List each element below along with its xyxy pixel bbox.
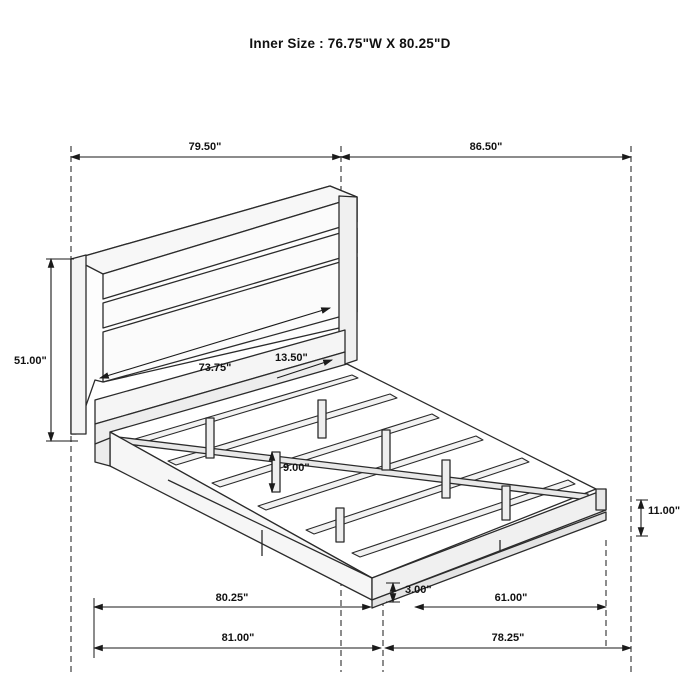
dimension-label-right-height: 11.00" [648,505,681,517]
dimension-label-left-height: 51.00" [14,355,47,367]
dimension-label-bottom-inner-right: 61.00" [494,592,528,604]
dimension-label-bottom-inner-left: 80.25" [215,592,249,604]
dimension-label-bottom-outer-left: 81.00" [221,632,255,644]
bed-illustration [71,186,606,608]
dimension-label-top-left: 79.50" [188,141,222,153]
page-title: Inner Size : 76.75"W X 80.25"D [249,36,451,51]
dimension-label-top-right: 86.50" [469,141,503,153]
dimension-label-slat-height: 9.00" [283,462,310,474]
dimension-label-foot-thickness: 3.00" [405,584,432,596]
dimension-label-headboard-offset: 13.50" [275,352,308,364]
dimension-label-headboard-panel: 73.75" [198,362,232,374]
dimension-label-bottom-outer-right: 78.25" [491,632,525,644]
